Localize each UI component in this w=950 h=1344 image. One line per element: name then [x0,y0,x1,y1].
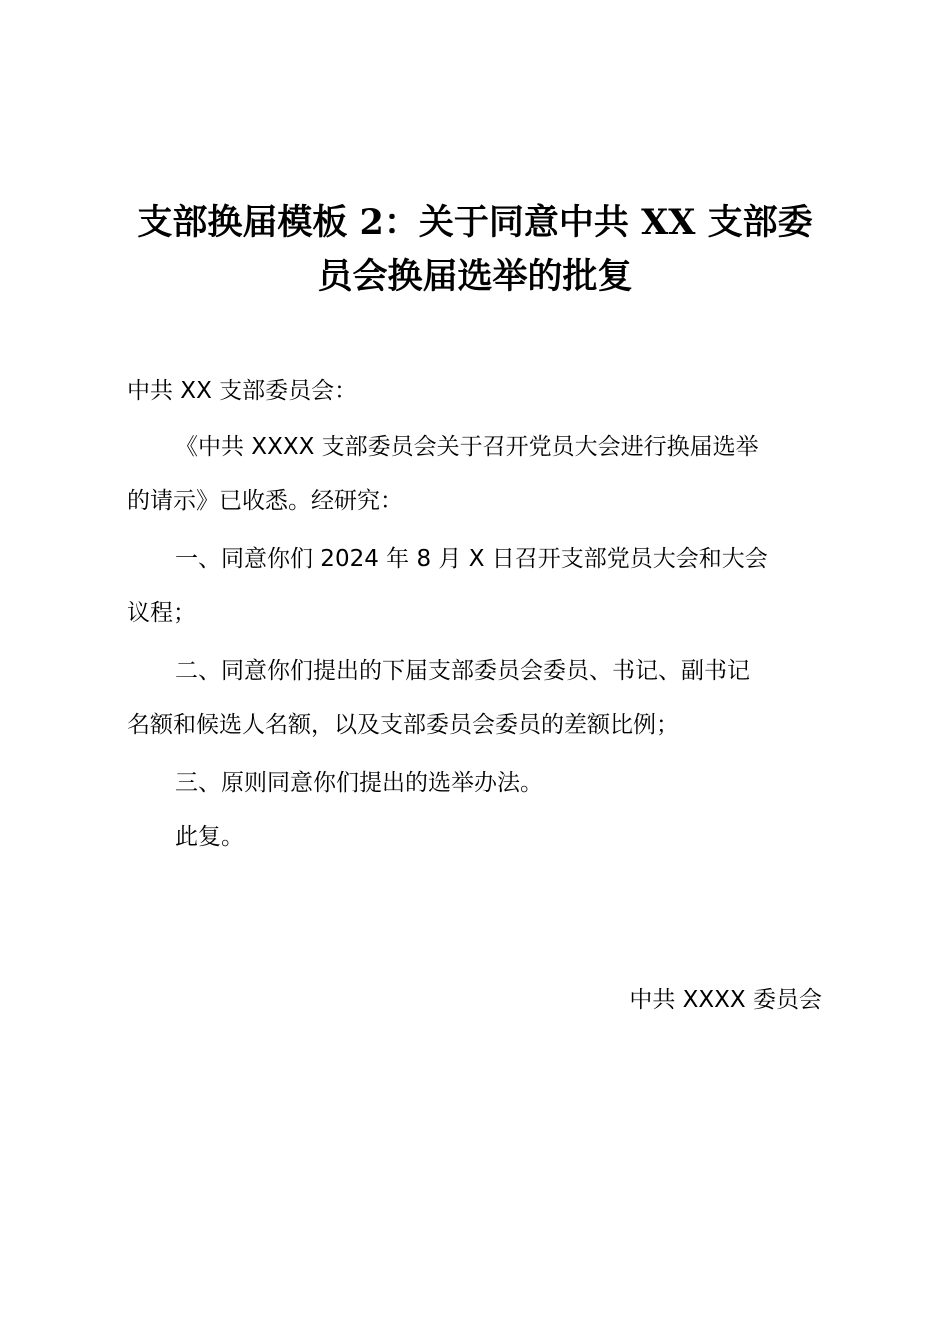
paragraph-line: 三、原则同意你们提出的选举办法。 [175,770,543,796]
salutation: 中共 XX 支部委员会： [127,378,358,404]
paragraph-item-three [127,756,827,810]
paragraph-line: 的请示》已收悉。经研究： [127,488,403,514]
paragraph-line: 议程； [127,600,196,626]
paragraph-line: 一、同意你们 2024 年 8 月 X 日召开支部党员大会和大会 [175,546,768,572]
paragraph-line: 此复。 [175,824,244,850]
title-line-1: 支部换届模板 2：关于同意中共 XX 支部委 [137,202,813,243]
paragraph-line: 二、同意你们提出的下届支部委员会委员、书记、副书记 [175,658,750,684]
paragraph-line: 名额和候选人名额，以及支部委员会委员的差额比例； [127,712,679,738]
paragraph-item-one [127,532,827,640]
document-body [127,364,827,864]
paragraph-item-two [127,644,827,752]
paragraph-closing [127,810,827,864]
paragraph-request-received [127,420,827,528]
paragraph-line: 《中共 XXXX 支部委员会关于召开党员大会进行换届选举 [175,434,759,460]
document-title [120,196,830,304]
signature-organization: 中共 XXXX 委员会 [629,987,822,1013]
title-line-2: 员会换届选举的批复 [317,256,633,297]
